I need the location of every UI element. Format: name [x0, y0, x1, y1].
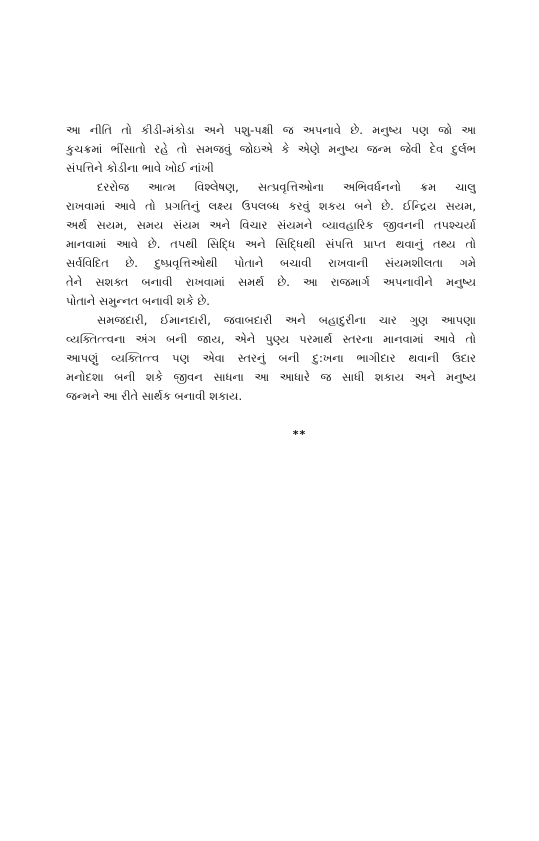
paragraph-1-line-1: આ નીતિ તો કીડી-મંકોડા અને પશુ-પક્ષી જ અપનાવે છે. મનુષ્ય પણ જો આ: [66, 123, 476, 137]
paragraph-2-line-4: માનવામાં આવે છે. તપથી સિદ્ધિ અને સિદ્ધિથી સંપત્તિ પ્રાપ્ત થવાનું તથ્ય તો: [66, 237, 476, 251]
paragraph-3-line-4: મનોદશા બની શકે જીવન સાધના આ આધારે જ સાધી શકાય અને મનુષ્ય: [66, 370, 476, 384]
paragraph-3-line-5: જન્મને આ રીતે સાર્થક બનાવી શકાય.: [66, 389, 243, 403]
paragraph-2-line-2: રાખવામાં આવે તો પ્રગતિનું લક્ષ્ય ઉપલબ્ધ કરવું શકય બને છે. ઈન્દ્રિય સયમ,: [66, 199, 476, 213]
section-end-mark: **: [292, 428, 307, 441]
paragraph-1-line-3: સંપત્તિને કોડીના ભાવે ખોઈ નાંખી: [66, 161, 214, 175]
paragraph-2-line-7: પોતાને સમુન્નત બનાવી શકે છે.: [66, 294, 210, 308]
paragraph-2-line-3: અર્થ સયમ, સમય સંયમ અને વિચાર સંયમને વ્યાવહારિક જીવનની તપશ્ચર્યા: [66, 218, 476, 232]
paragraph-3-line-2: વ્યક્તિત્ત્વના અંગ બની જાય, એને પુણ્ય પરમાર્થ સ્તરના માનવામાં આવે તો: [66, 332, 476, 346]
paragraph-3-line-3: આપણું વ્યક્તિત્ત્વ પણ એવા સ્તરનું બની દુ:ખના ભાગીદાર થવાની ઉદાર: [66, 351, 476, 365]
paragraph-2-line-6: તેને સશક્ત બનાવી રાખવામાં સમર્થ છે. આ રાજમાર્ગ અપનાવીને મનુષ્ય: [66, 275, 476, 289]
paragraph-2-line-1: દરરોજ આત્મ વિશ્લેષણ, સત્પ્રવૃત્તિઓના અભિવર્ધનનો ક્રમ ચાલુ: [97, 180, 476, 194]
body-text: [66, 121, 476, 406]
paragraph-2-line-5: સર્વવિદિત છે. દુષ્પ્રવૃત્તિઓથી પોતાને બચાવી રાખવાની સંયમશીલતા ગમે: [66, 256, 476, 270]
paragraph-1-line-2: કુચક્રમાં ભીંસાતો રહે તો સમજવું જોઇએ કે એણે મનુષ્ય જન્મ જેવી દેવ દુર્લભ: [66, 142, 476, 156]
paragraph-3-line-1: સમજદારી, ઈમાનદારી, જવાબદારી અને બહાદુરીના ચાર ગુણ આપણા: [97, 313, 476, 327]
